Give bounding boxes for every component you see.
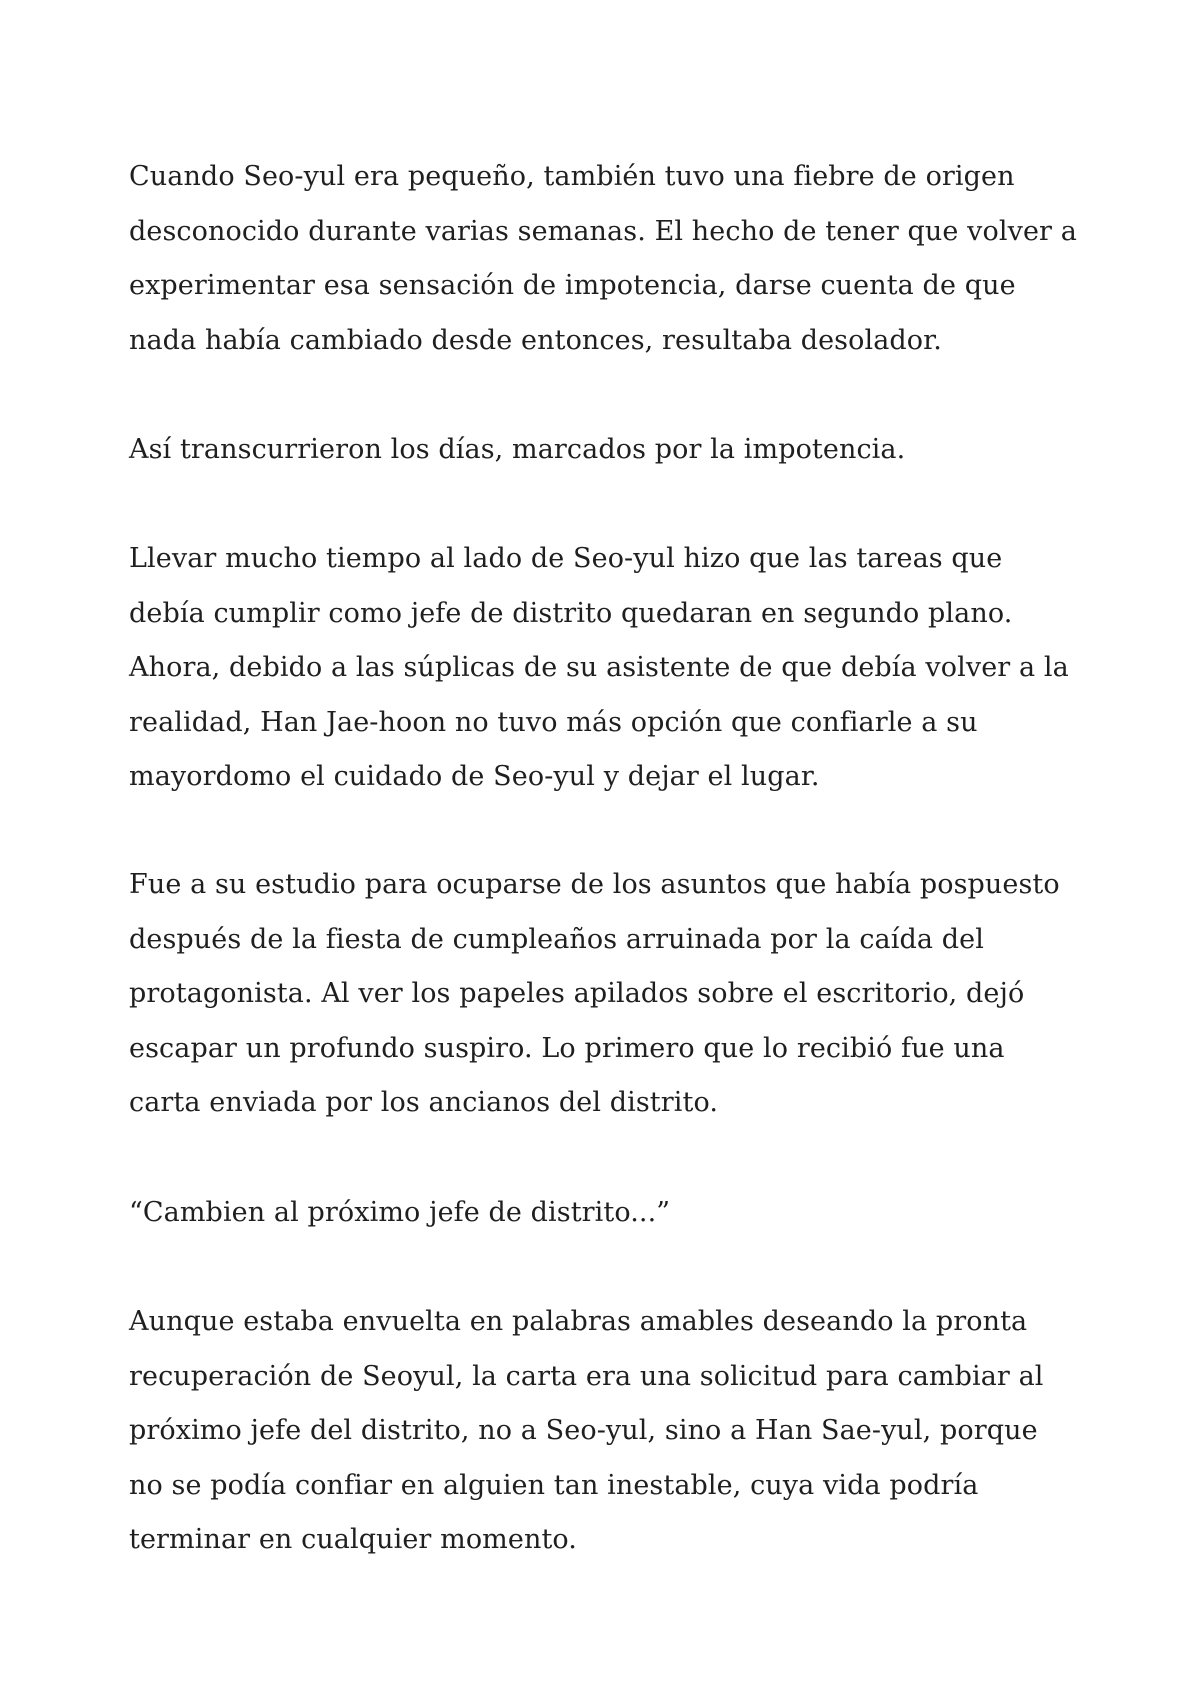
paragraph-3: Llevar mucho tiempo al lado de Seo-yul hizo que las tareas que debía cumplir como jefe de distrito quedaran en segundo plano. Ahora, debido a las súplicas de su asistente de que debía volver a la realidad, Han Jae-hoon no tuvo más opción que confiarle a su mayordomo el cuidado de Seo-yul y dejar el lugar. [129, 543, 1069, 792]
paragraph-2: Así transcurrieron los días, marcados por la impotencia. [129, 434, 906, 465]
paragraph-6: Aunque estaba envuelta en palabras amables deseando la pronta recuperación de Seoyul, la carta era una solicitud para cambiar al próximo jefe del distrito, no a Seo-yul, sino a Han Sae-yul, porque no se podía confiar en alguien tan inestable, cuya vida podría terminar en cualquier momento. [129, 1306, 1044, 1555]
paragraph-1: Cuando Seo-yul era pequeño, también tuvo una fiebre de origen desconocido durante varias semanas. El hecho de tener que volver a experimentar esa sensación de impotencia, darse cuenta de que nada había cambiado desde entonces, resultaba desolador. [129, 161, 1077, 356]
paragraph-4: Fue a su estudio para ocuparse de los asuntos que había pospuesto después de la fiesta de cumpleaños arruinada por la caída del protagonista. Al ver los papeles apilados sobre el escritorio, dejó escapar un profundo suspiro. Lo primero que lo recibió fue una carta enviada por los ancianos del distrito. [129, 869, 1060, 1118]
dialogue-quote: “Cambien al próximo jefe de distrito...” [129, 1197, 671, 1228]
